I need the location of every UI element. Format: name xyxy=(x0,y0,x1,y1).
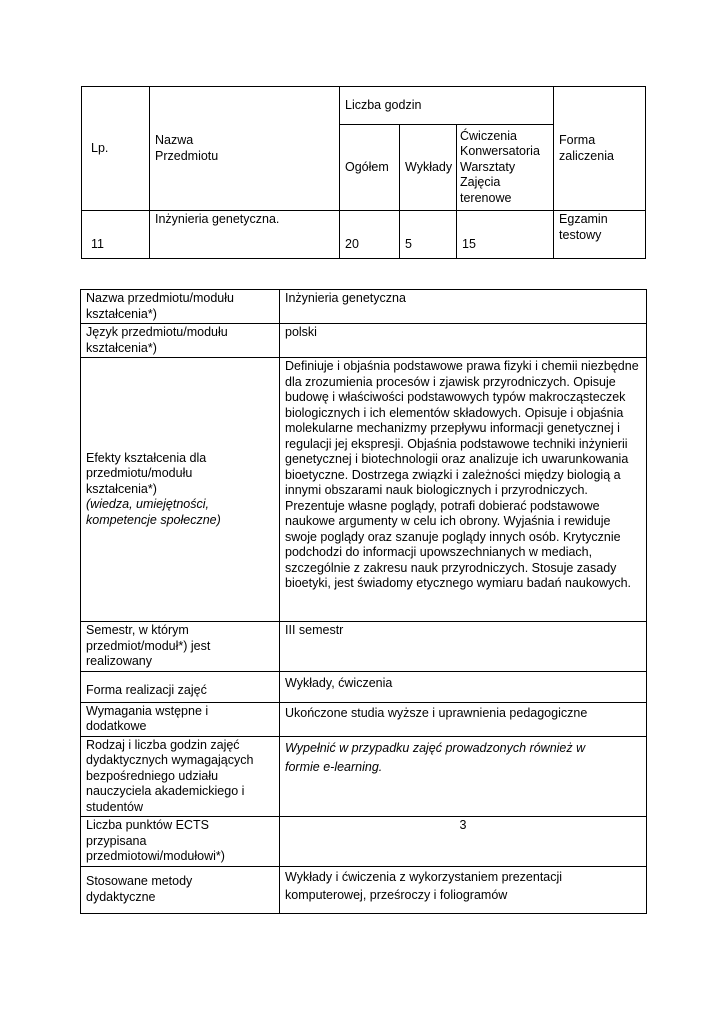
row-label xyxy=(81,358,280,622)
row-label: Nazwa przedmiotu/modułu kształcenia*) xyxy=(81,290,280,324)
cell-exercises: 15 xyxy=(457,211,554,259)
row-label: Semestr, w którym przedmiot/moduł*) jest realizowany xyxy=(81,622,280,672)
cell-course-name: Inżynieria genetyczna. xyxy=(150,211,340,259)
row-value: 3 xyxy=(280,817,647,867)
col-header-lp: Lp. xyxy=(82,87,150,211)
col-header-lectures: Wykłady xyxy=(400,125,457,211)
row-value: Wypełnić w przypadku zajęć prowadzonych również w formie e-learning. xyxy=(280,736,647,817)
table-row xyxy=(81,324,647,358)
table-row xyxy=(82,211,646,259)
row-value: Ukończone studia wyższe i uprawnienia pedagogiczne xyxy=(280,702,647,736)
row-value: Inżynieria genetyczna xyxy=(280,290,647,324)
table-row xyxy=(81,702,647,736)
col-header-assessment: Forma zaliczenia xyxy=(554,87,646,211)
row-label: Stosowane metody dydaktyczne xyxy=(81,866,280,913)
course-info-table xyxy=(80,289,647,914)
row-label: Rodzaj i liczba godzin zajęć dydaktycznych wymagających bezpośredniego udziału nauczyciela akademickiego i studentów xyxy=(81,736,280,817)
table-row xyxy=(81,671,647,702)
cell-total: 20 xyxy=(340,211,400,259)
table-row xyxy=(81,866,647,913)
table-row xyxy=(81,736,647,817)
cell-lp: 11 xyxy=(82,211,150,259)
col-header-total: Ogółem xyxy=(340,125,400,211)
row-label: Wymagania wstępne i dodatkowe xyxy=(81,702,280,736)
cell-assessment: Egzamin testowy xyxy=(554,211,646,259)
row-label: Forma realizacji zajęć xyxy=(81,671,280,702)
row-value: Wykłady i ćwiczenia z wykorzystaniem prezentacji komputerowej, prześroczy i foliogramów xyxy=(280,866,647,913)
learning-outcomes-sublabel: (wiedza, umiejętności, kompetencje społeczne) xyxy=(86,497,221,527)
col-header-name: Nazwa Przedmiotu xyxy=(150,87,340,211)
row-label: Liczba punktów ECTS przypisana przedmiotowi/modułowi*) xyxy=(81,817,280,867)
cell-lectures: 5 xyxy=(400,211,457,259)
table-row xyxy=(81,358,647,622)
col-header-hours-group: Liczba godzin xyxy=(340,87,554,125)
table-row xyxy=(81,290,647,324)
learning-outcomes-label: Efekty kształcenia dla przedmiotu/modułu kształcenia*) xyxy=(86,450,207,496)
table-row xyxy=(81,622,647,672)
col-header-exercises: Ćwiczenia Konwersatoria Warsztaty Zajęcia terenowe xyxy=(457,125,554,211)
row-value: polski xyxy=(280,324,647,358)
row-label: Język przedmiotu/modułu kształcenia*) xyxy=(81,324,280,358)
row-value: III semestr xyxy=(280,622,647,672)
row-value: Definiuje i objaśnia podstawowe prawa fizyki i chemii niezbędne dla zrozumienia procesów i zjawisk przyrodniczych. Opisuje budowę i właściwości podstawowych typów makrocząsteczek biologicznych i ich elementów składowych. Opisuje i objaśnia molekularne mechanizmy przepływu informacji genetycznej i regulacji jej ekspresji. Objaśnia podstawowe techniki inżynierii genetycznej i biotechnologii oraz analizuje ich uwarunkowania bioetyczne. Dostrzega związki i zależności między biologią a innymi obszarami nauk biologicznych i przyrodniczych. Prezentuje własne poglądy, potrafi dobierać podstawowe naukowe argumenty w celu ich obrony. Wyjaśnia i rewiduje swoje poglądy oraz szanuje poglądy innych osób. Krytycznie podchodzi do informacji upowszechnianych w mediach, szczególnie z zakresu nauk przyrodniczych. Stosuje zasady bioetyki, jest świadomy etycznego wymiaru badań naukowych. xyxy=(280,358,647,622)
row-value: Wykłady, ćwiczenia xyxy=(280,671,647,702)
table-row xyxy=(81,817,647,867)
course-hours-table xyxy=(81,86,646,259)
